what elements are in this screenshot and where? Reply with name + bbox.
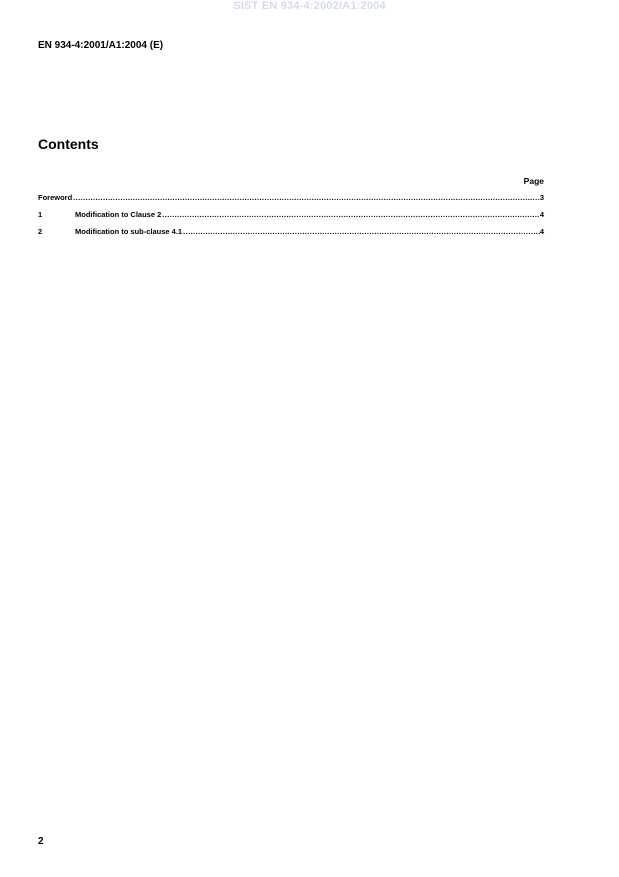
toc-entry-label: Modification to sub-clause 4.1	[75, 227, 183, 236]
toc-entry-number: 2	[38, 227, 43, 236]
toc-entry-clause-1[interactable]	[38, 210, 544, 227]
toc-leader-dots	[183, 227, 540, 236]
toc-entry-page: 4	[539, 227, 544, 236]
toc-leader-dots	[162, 210, 540, 219]
toc-entry-page: 3	[539, 193, 544, 202]
page-column-header: Page	[523, 176, 544, 186]
document-header: EN 934-4:2001/A1:2004 (E)	[38, 40, 164, 51]
watermark-text: SIST EN 934-4:2002/A1:2004	[233, 0, 386, 12]
toc-entry-clause-2[interactable]	[38, 227, 544, 244]
toc-entry-page: 4	[539, 210, 544, 219]
toc-leader-dots	[73, 193, 540, 202]
toc-entry-number: 1	[38, 210, 43, 219]
toc-entry-label: Foreword	[38, 193, 73, 202]
toc-entry-foreword[interactable]	[38, 193, 544, 210]
contents-heading: Contents	[38, 136, 99, 152]
toc-entry-label: Modification to Clause 2	[75, 210, 162, 219]
table-of-contents	[38, 193, 544, 244]
page-number: 2	[38, 836, 44, 847]
